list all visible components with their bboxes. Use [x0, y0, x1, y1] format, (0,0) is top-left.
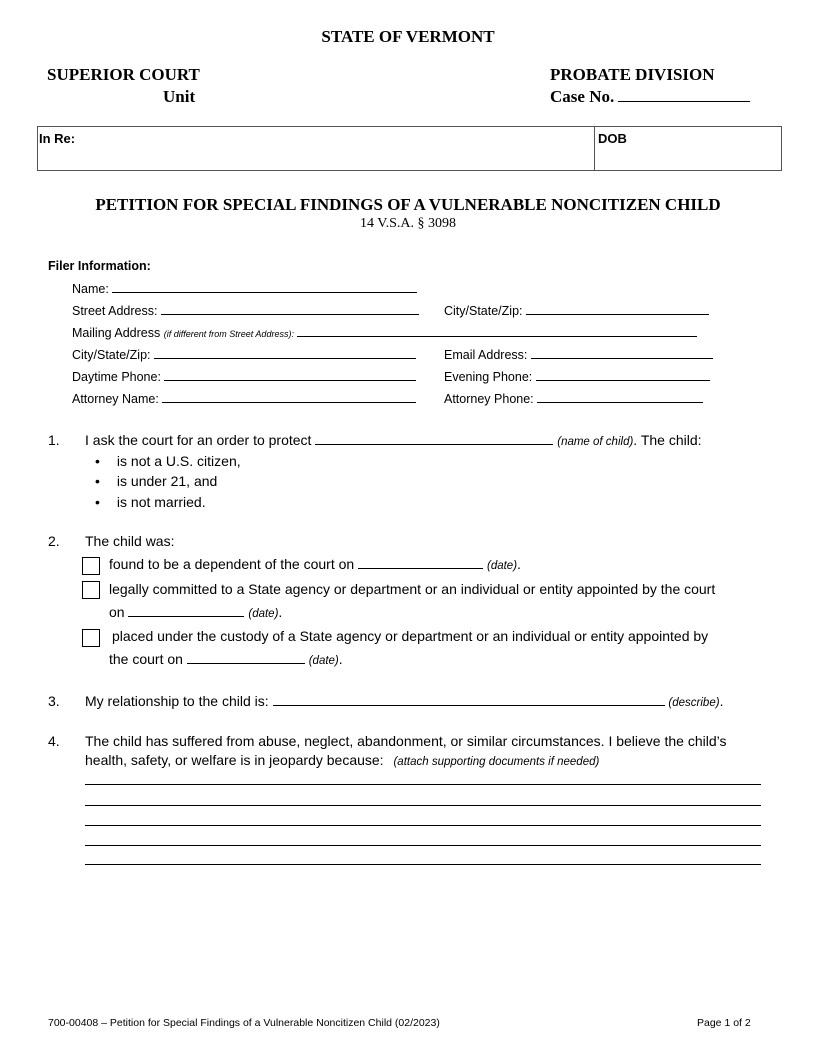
attorney-phone-field[interactable] [537, 391, 703, 403]
date-note-1: (date) [486, 560, 518, 572]
footer-page-number: Page 1 of 2 [697, 1017, 751, 1029]
email-field[interactable] [531, 347, 713, 359]
item-1-number: 1. [48, 432, 60, 448]
explanation-line-5[interactable] [85, 864, 761, 865]
email-row [444, 347, 713, 362]
daytime-row [72, 369, 416, 384]
relationship-field[interactable] [273, 694, 665, 706]
statute-reference: 14 V.S.A. § 3098 [360, 216, 456, 231]
attorney-name-label: Attorney Name: [72, 392, 159, 406]
city-label-1: City/State/Zip: [444, 304, 523, 318]
caption-box [37, 126, 782, 171]
filer-name-row [72, 281, 417, 296]
checkbox-custody[interactable] [82, 629, 100, 647]
item-1-text [85, 432, 702, 448]
case-number [550, 87, 750, 107]
street-row [72, 303, 419, 318]
evening-label: Evening Phone: [444, 370, 533, 384]
option-dependent-text: found to be a dependent of the court on [109, 556, 355, 572]
date-note-3: (date) [308, 655, 339, 667]
court-unit: Unit [163, 87, 196, 106]
period-4: . [719, 693, 724, 709]
explanation-line-4[interactable] [85, 845, 761, 846]
item-1-text-b: . The child: [633, 432, 702, 448]
option-dependent [109, 556, 521, 572]
item-3-text [85, 693, 723, 709]
item-4-number: 4. [48, 733, 60, 749]
date-note-2: (date) [248, 608, 279, 620]
city-field-1[interactable] [526, 303, 709, 315]
custody-date-field[interactable] [187, 652, 305, 664]
name-field[interactable] [112, 281, 417, 293]
option-custody-on: the court on [109, 651, 183, 667]
dob-label: DOB [598, 131, 627, 146]
bullet-2-text: is under 21, and [116, 473, 218, 489]
checkbox-dependent[interactable] [82, 557, 100, 575]
city-row-1 [444, 303, 709, 318]
mailing-note: (if different from Street Address): [163, 329, 294, 339]
attorney-phone-label: Attorney Phone: [444, 392, 534, 406]
option-committed-line2 [109, 604, 282, 620]
street-label: Street Address: [72, 304, 158, 318]
filer-info-heading: Filer Information: [48, 259, 151, 273]
item-1-text-a: I ask the court for an order to protect [85, 432, 312, 448]
relationship-note: (describe) [668, 697, 720, 709]
daytime-field[interactable] [164, 369, 416, 381]
explanation-line-2[interactable] [85, 805, 761, 806]
option-custody-line1: placed under the custody of a State agency or department or an individual or entity appointed by [112, 628, 709, 644]
item-2-text: The child was: [85, 533, 175, 549]
email-label: Email Address: [444, 348, 528, 362]
committed-date-field[interactable] [128, 605, 244, 617]
item-3-number: 3. [48, 693, 60, 709]
mailing-field[interactable] [297, 325, 697, 337]
child-name-note: (name of child) [557, 436, 634, 448]
mailing-label: Mailing Address [72, 326, 161, 340]
option-committed-on: on [109, 604, 125, 620]
explanation-line-1[interactable] [85, 784, 761, 785]
period-2: . [278, 604, 283, 620]
division-name: PROBATE DIVISION [550, 65, 715, 84]
bullet-3-text: is not married. [116, 494, 206, 510]
case-number-field[interactable] [618, 87, 750, 102]
period-1: . [517, 556, 521, 572]
option-custody-line2 [109, 651, 343, 667]
child-name-field[interactable] [315, 433, 553, 445]
dependent-date-field[interactable] [358, 557, 483, 569]
footer-form-id: 700-00408 – Petition for Special Findings of a Vulnerable Noncitizen Child (02/2023) [48, 1017, 440, 1029]
court-name: SUPERIOR COURT [47, 65, 200, 84]
checkbox-committed[interactable] [82, 581, 100, 599]
mailing-row [72, 325, 697, 340]
bullet-1: • is not a U.S. citizen, [95, 453, 241, 469]
caption-divider [594, 127, 595, 170]
item-3-label: My relationship to the child is: [85, 693, 269, 709]
name-label: Name: [72, 282, 109, 296]
item-4-note: (attach supporting documents if needed) [393, 756, 600, 768]
street-field[interactable] [161, 303, 419, 315]
item-4-label: health, safety, or welfare is in jeopardy because: [85, 752, 384, 768]
city-label-2: City/State/Zip: [72, 348, 151, 362]
attorney-name-row [72, 391, 416, 406]
attorney-name-field[interactable] [162, 391, 416, 403]
item-2-number: 2. [48, 533, 60, 549]
case-number-label: Case No. [550, 87, 615, 106]
explanation-line-3[interactable] [85, 825, 761, 826]
item-4-text-line2 [85, 752, 599, 768]
evening-row [444, 369, 710, 384]
evening-field[interactable] [536, 369, 710, 381]
in-re-label: In Re: [39, 131, 76, 146]
daytime-label: Daytime Phone: [72, 370, 161, 384]
bullet-1-text: is not a U.S. citizen, [116, 453, 241, 469]
bullet-3: • is not married. [95, 494, 206, 510]
form-title: PETITION FOR SPECIAL FINDINGS OF A VULNERABLE NONCITIZEN CHILD [95, 195, 721, 214]
city-row-2 [72, 347, 416, 362]
period-3: . [338, 651, 343, 667]
item-4-text-line1: The child has suffered from abuse, neglect, abandonment, or similar circumstances. I believe the child’s [85, 733, 727, 749]
state-heading: STATE OF VERMONT [321, 27, 495, 46]
city-field-2[interactable] [154, 347, 416, 359]
attorney-phone-row [444, 391, 703, 406]
option-committed-line1: legally committed to a State agency or department or an individual or entity appointed by the court [109, 581, 716, 597]
bullet-2: • is under 21, and [95, 473, 218, 489]
